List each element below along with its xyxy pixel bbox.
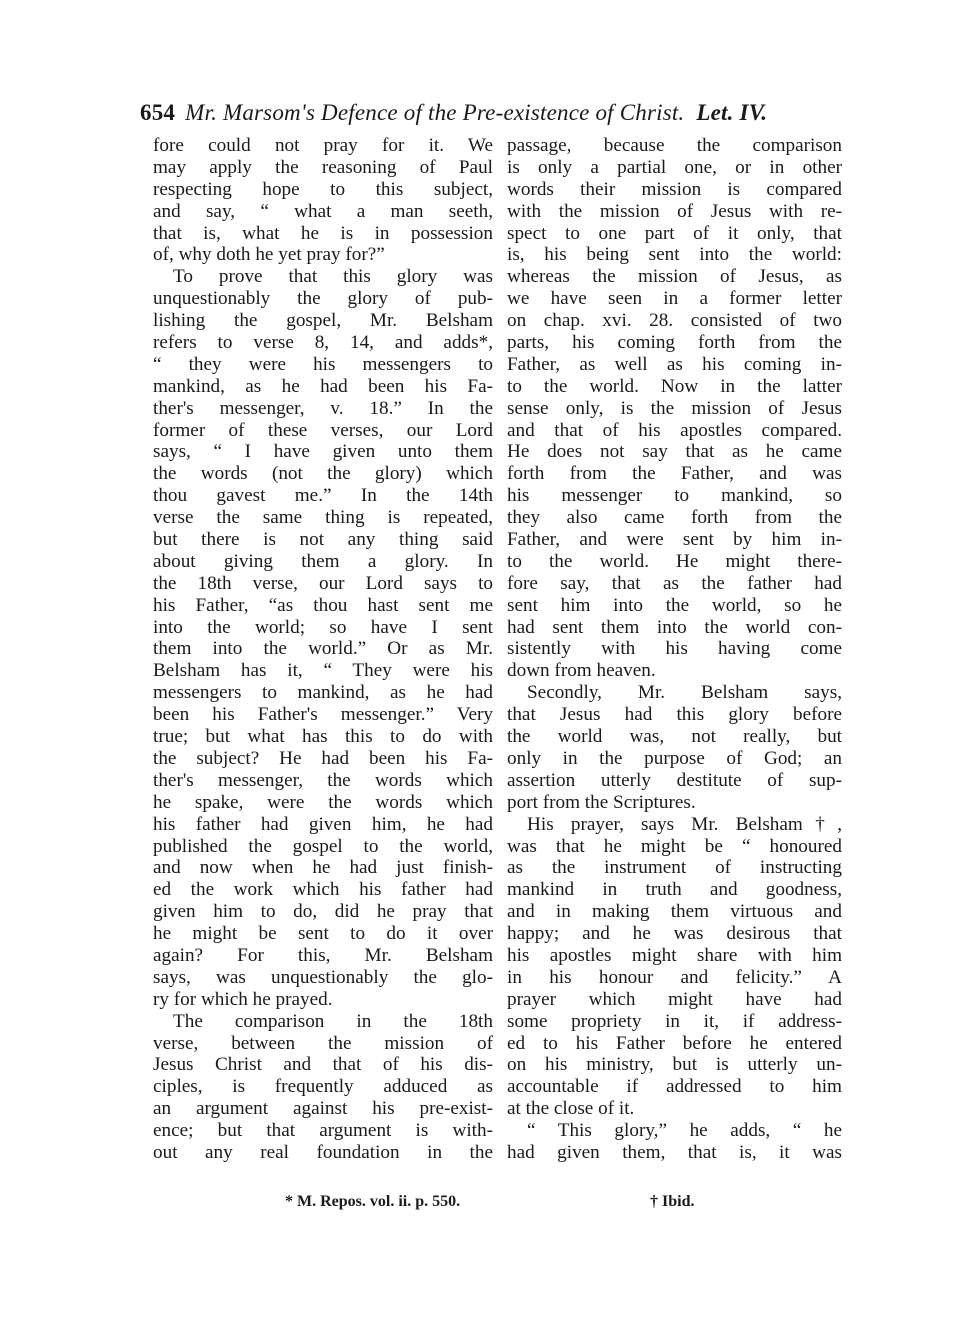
- letter-number: Let. IV.: [696, 100, 768, 125]
- text-line: the 18th verse, our Lord says to: [153, 572, 493, 594]
- text-line: spect to one part of it only, that: [507, 222, 842, 244]
- text-line: says, “ I have given unto them: [153, 441, 493, 463]
- text-line: lishing the gospel, Mr. Belsham: [153, 310, 493, 332]
- text-line: messengers to mankind, as he had: [153, 682, 493, 704]
- text-line: passage, because the comparison: [507, 135, 842, 156]
- text-line: “ they were his messengers to: [153, 353, 493, 375]
- text-line: with the mission of Jesus with re-: [507, 200, 842, 222]
- text-line: again? For this, Mr. Belsham: [153, 944, 493, 966]
- footnotes: [285, 1193, 725, 1211]
- text-line: that is, what he is in possession: [153, 222, 493, 244]
- text-line: been his Father's messenger.” Very: [153, 704, 493, 726]
- text-line: sistently with his having come: [507, 638, 842, 660]
- text-line: is only a partial one, or in other: [507, 156, 842, 178]
- text-line: Secondly, Mr. Belsham says,: [527, 682, 842, 704]
- text-line: ence; but that argument is with-: [153, 1120, 493, 1142]
- page-number: 654: [140, 100, 176, 125]
- text-line: he spake, were the words which: [153, 791, 493, 813]
- text-line: to the world. Now in the latter: [507, 375, 842, 397]
- text-line: forth from the Father, and was: [507, 463, 842, 485]
- text-line: Belsham has it, “ They were his: [153, 660, 493, 682]
- text-line: his father had given him, he had: [153, 813, 493, 835]
- text-line: down from heaven.: [507, 660, 656, 682]
- text-line: mankind in truth and goodness,: [507, 879, 842, 901]
- text-line: unquestionably the glory of pub-: [153, 288, 493, 310]
- right-column: [507, 135, 842, 1164]
- text-line: may apply the reasoning of Paul: [153, 156, 493, 178]
- text-line: but there is not any thing said: [153, 529, 493, 551]
- text-line: had given them, that is, it was: [507, 1141, 842, 1163]
- text-line: of, why doth he yet pray for?”: [153, 244, 385, 266]
- text-line: says, was unquestionably the glo-: [153, 966, 493, 988]
- text-line: and say, “ what a man seeth,: [153, 200, 493, 222]
- footnote-dagger: † Ibid.: [650, 1193, 695, 1210]
- text-line: he might be sent to do it over: [153, 923, 493, 945]
- text-line: mankind, as he had been his Fa-: [153, 375, 493, 397]
- left-column: [153, 135, 493, 1164]
- text-line: his Father, “as thou hast sent me: [153, 594, 493, 616]
- text-line: on chap. xvi. 28. consisted of two: [507, 310, 842, 332]
- text-line: ciples, is frequently adduced as: [153, 1076, 493, 1098]
- running-header: [140, 100, 860, 136]
- footnote-star: * M. Repos. vol. ii. p. 550.: [285, 1193, 461, 1210]
- text-line: we have seen in a former letter: [507, 288, 842, 310]
- text-line: the subject? He had been his Fa-: [153, 747, 493, 769]
- text-line: had sent them into the world con-: [507, 616, 842, 638]
- text-line: ed to his Father before he entered: [507, 1032, 842, 1054]
- text-line: out any real foundation in the: [153, 1141, 493, 1163]
- text-line: published the gospel to the world,: [153, 835, 493, 857]
- text-line: fore say, that as the father had: [507, 572, 842, 594]
- text-line: and in making them virtuous and: [507, 901, 842, 923]
- text-line: his messenger to mankind, so: [507, 485, 842, 507]
- text-line: sent him into the world, so he: [507, 594, 842, 616]
- text-line: port from the Scriptures.: [507, 791, 696, 813]
- text-line: into the world; so have I sent: [153, 616, 493, 638]
- text-line: an argument against his pre-exist-: [153, 1098, 493, 1120]
- text-line: them into the world.” Or as Mr.: [153, 638, 493, 660]
- text-line: verse, between the mission of: [153, 1032, 493, 1054]
- text-line: accountable if addressed to him: [507, 1076, 842, 1098]
- text-line: Jesus Christ and that of his dis-: [153, 1054, 493, 1076]
- text-line: the words (not the glory) which: [153, 463, 493, 485]
- text-line: at the close of it.: [507, 1098, 635, 1120]
- text-line: former of these verses, our Lord: [153, 419, 493, 441]
- text-line: some propriety in it, if address-: [507, 1010, 842, 1032]
- text-line: only in the purpose of God; an: [507, 747, 842, 769]
- text-line: true; but what has this to do with: [153, 726, 493, 748]
- text-line: verse the same thing is repeated,: [153, 507, 493, 529]
- text-line: as the instrument of instructing: [507, 857, 842, 879]
- text-line: He does not say that as he came: [507, 441, 842, 463]
- text-line: on his ministry, but is utterly un-: [507, 1054, 842, 1076]
- text-line: Father, and were sent by him in-: [507, 529, 842, 551]
- running-title: Mr. Marsom's Defence of the Pre-existence of Christ.: [185, 100, 685, 125]
- text-line: ther's messenger, the words which: [153, 769, 493, 791]
- text-line: ry for which he prayed.: [153, 988, 333, 1010]
- text-line: was that he might be “ honoured: [507, 835, 842, 857]
- text-line: that Jesus had this glory before: [507, 704, 842, 726]
- text-line: his apostles might share with him: [507, 944, 842, 966]
- text-line: and that of his apostles compared.: [507, 419, 842, 441]
- text-line: happy; and he was desirous that: [507, 923, 842, 945]
- text-line: words their mission is compared: [507, 178, 842, 200]
- text-line: The comparison in the 18th: [173, 1010, 493, 1032]
- text-line: is, his being sent into the world:: [507, 244, 842, 266]
- text-line: ed the work which his father had: [153, 879, 493, 901]
- text-line: Father, as well as his coming in-: [507, 353, 842, 375]
- text-line: in his honour and felicity.” A: [507, 966, 842, 988]
- text-line: whereas the mission of Jesus, as: [507, 266, 842, 288]
- text-line: assertion utterly destitute of sup-: [507, 769, 842, 791]
- text-line: His prayer, says Mr. Belsham†,: [527, 813, 842, 835]
- text-line: “ This glory,” he adds, “ he: [527, 1120, 842, 1142]
- text-line: ther's messenger, v. 18.” In the: [153, 397, 493, 419]
- text-line: prayer which might have had: [507, 988, 842, 1010]
- text-line: to the world. He might there-: [507, 550, 842, 572]
- text-line: given him to do, did he pray that: [153, 901, 493, 923]
- text-line: fore could not pray for it. We: [153, 135, 493, 156]
- text-line: To prove that this glory was: [173, 266, 493, 288]
- text-line: and now when he had just finish-: [153, 857, 493, 879]
- text-line: sense only, is the mission of Jesus: [507, 397, 842, 419]
- text-line: parts, his coming forth from the: [507, 332, 842, 354]
- text-line: about giving them a glory. In: [153, 550, 493, 572]
- text-line: the world was, not really, but: [507, 726, 842, 748]
- text-line: thou gavest me.” In the 14th: [153, 485, 493, 507]
- text-line: respecting hope to this subject,: [153, 178, 493, 200]
- text-line: refers to verse 8, 14, and adds*,: [153, 332, 493, 354]
- text-line: they also came forth from the: [507, 507, 842, 529]
